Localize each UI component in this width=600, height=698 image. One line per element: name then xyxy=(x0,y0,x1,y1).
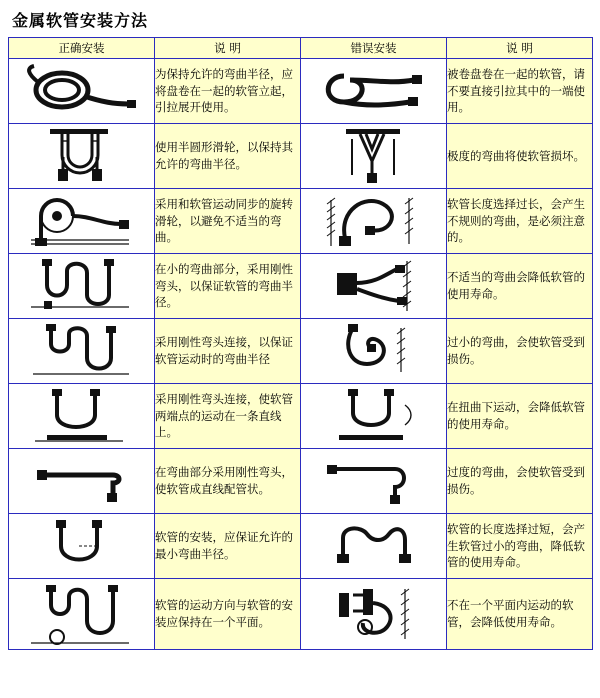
header-correct-install: 正确安装 xyxy=(9,38,155,59)
row-desc: 为保持允许的弯曲半径，应将盘卷在一起的软管立起，引拉展开使用。 xyxy=(155,59,301,124)
sync-rotating-sheave-figure xyxy=(9,189,155,254)
twist-motion-figure xyxy=(301,384,447,449)
row-desc: 在扭曲下运动，会降低软管的使用寿命。 xyxy=(447,384,593,449)
rigid-elbow-connection-figure xyxy=(9,319,155,384)
over-bend-figure xyxy=(301,449,447,514)
table-header-row xyxy=(9,38,593,59)
min-bend-radius-install-figure xyxy=(9,514,155,579)
row-desc: 软管的运动方向与软管的安装应保持在一个平面。 xyxy=(155,579,301,650)
header-wrong-desc: 说 明 xyxy=(447,38,593,59)
table-row xyxy=(9,124,593,189)
straight-pipe-elbow-figure xyxy=(9,449,155,514)
too-small-bend-figure xyxy=(301,319,447,384)
excess-length-loop-figure xyxy=(301,189,447,254)
row-desc: 过小的弯曲，会使软管受到损伤。 xyxy=(447,319,593,384)
row-desc: 不适当的弯曲会降低软管的使用寿命。 xyxy=(447,254,593,319)
row-desc: 采用刚性弯头连接，以保证软管运动时的弯曲半径 xyxy=(155,319,301,384)
table-row xyxy=(9,254,593,319)
table-row xyxy=(9,579,593,650)
improper-bend-figure xyxy=(301,254,447,319)
u-shape-straight-line-figure xyxy=(9,384,155,449)
row-desc: 采用刚性弯头连接，使软管两端点的运动在一条直线上。 xyxy=(155,384,301,449)
page-title: 金属软管安装方法 xyxy=(12,11,149,30)
out-of-plane-motion-figure xyxy=(301,579,447,650)
row-desc: 软管的长度选择过短，会产生软管过小的弯曲，降低软管的使用寿命。 xyxy=(447,514,593,579)
semicircular-sheave-figure xyxy=(9,124,155,189)
row-desc: 在弯曲部分采用刚性弯头，使软管成直线配管状。 xyxy=(155,449,301,514)
table-row xyxy=(9,384,593,449)
row-desc: 使用半圆形滑轮，以保持其允许的弯曲半径。 xyxy=(155,124,301,189)
coiled-hose-pulled-figure xyxy=(301,59,447,124)
row-desc: 采用和软管运动同步的旋转滑轮，以避免不适当的弯曲。 xyxy=(155,189,301,254)
table-row xyxy=(9,449,593,514)
table-row xyxy=(9,319,593,384)
header-correct-desc: 说 明 xyxy=(155,38,301,59)
rigid-bend-small-radius-figure xyxy=(9,254,155,319)
table-row xyxy=(9,59,593,124)
header-wrong-install: 错误安装 xyxy=(301,38,447,59)
table-row xyxy=(9,189,593,254)
row-desc: 过度的弯曲，会使软管受到损伤。 xyxy=(447,449,593,514)
row-desc: 极度的弯曲将使软管损坏。 xyxy=(447,124,593,189)
row-desc: 被卷盘卷在一起的软管，请不要直接引拉其中的一端使用。 xyxy=(447,59,593,124)
row-desc: 软管长度选择过长，会产生不规则的弯曲，是必须注意的。 xyxy=(447,189,593,254)
coiled-hose-upright-figure xyxy=(9,59,155,124)
sharp-bend-sheave-figure xyxy=(301,124,447,189)
installation-methods-table xyxy=(8,37,593,650)
table-row xyxy=(9,514,593,579)
same-plane-motion-figure xyxy=(9,579,155,650)
row-desc: 不在一个平面内运动的软管，会降低使用寿命。 xyxy=(447,579,593,650)
too-long-length-figure xyxy=(301,514,447,579)
row-desc: 在小的弯曲部分，采用刚性弯头，以保证软管的弯曲半径。 xyxy=(155,254,301,319)
row-desc: 软管的安装，应保证允许的最小弯曲半径。 xyxy=(155,514,301,579)
